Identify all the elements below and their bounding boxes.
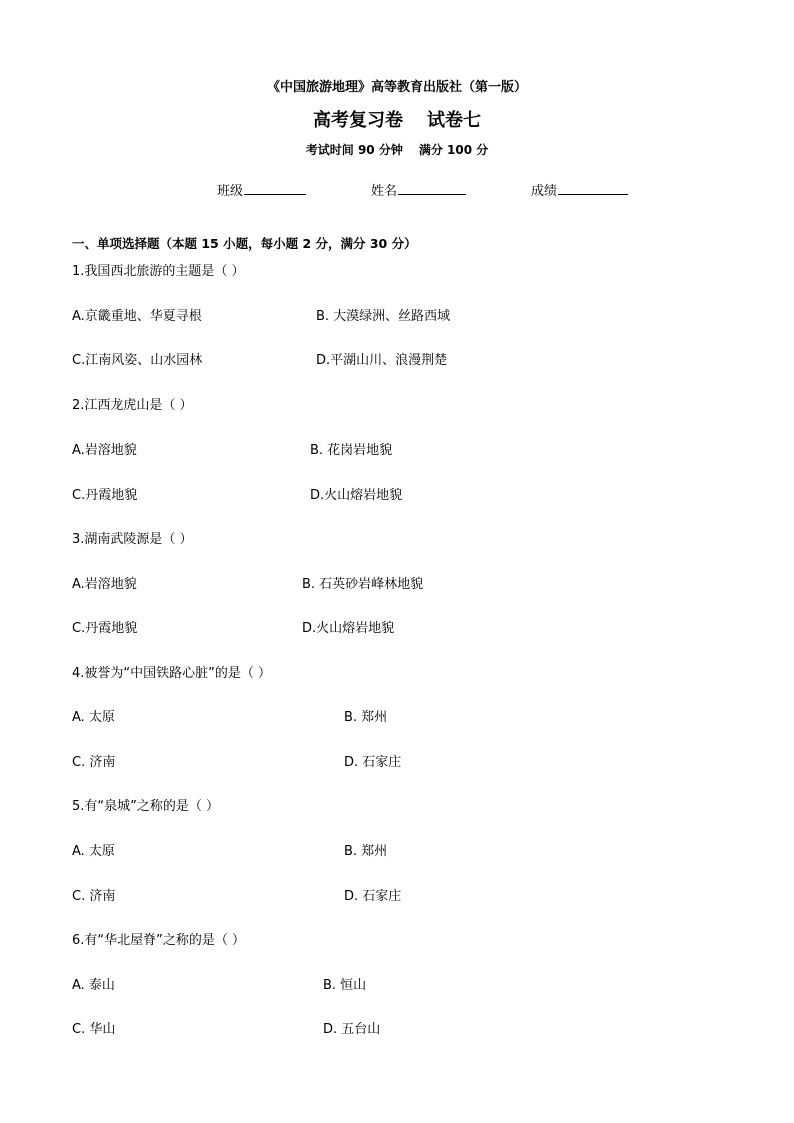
name-field[interactable]: [371, 180, 466, 199]
q6-option-b[interactable]: B. 恒山: [323, 978, 367, 993]
textbook-source: 《中国旅游地理》高等教育出版社（第一版）: [266, 80, 527, 95]
q5-option-d[interactable]: D. 石家庄: [344, 889, 402, 904]
q4-option-a[interactable]: A. 太原: [72, 710, 115, 725]
grade-field[interactable]: [531, 180, 628, 199]
grade-blank[interactable]: [558, 180, 628, 195]
q5-option-b[interactable]: B. 郑州: [344, 844, 388, 859]
q2-option-d[interactable]: D.火山熔岩地貌: [310, 488, 403, 503]
q2-option-b[interactable]: B. 花岗岩地貌: [310, 443, 393, 458]
exam-title: [0, 106, 794, 132]
name-label: 姓名: [371, 184, 398, 199]
class-blank[interactable]: [244, 180, 306, 195]
class-label: 班级: [217, 184, 244, 199]
exam-meta: [0, 141, 794, 158]
name-blank[interactable]: [398, 180, 466, 195]
q5-option-c[interactable]: C. 济南: [72, 889, 116, 904]
q6-option-d[interactable]: D. 五台山: [323, 1022, 381, 1037]
q3-option-a[interactable]: A.岩溶地貌: [72, 577, 137, 592]
exam-title-number: 试卷七: [427, 110, 481, 131]
grade-label: 成绩: [531, 184, 558, 199]
q4-option-d[interactable]: D. 石家庄: [344, 755, 402, 770]
q6-option-c[interactable]: C. 华山: [72, 1022, 116, 1037]
exam-time: 考试时间 90 分钟: [305, 143, 403, 157]
section-heading: 一、单项选择题（本题 15 小题，每小题 2 分，满分 30 分）: [72, 236, 417, 251]
question-3: 3.湖南武陵源是（ ）: [72, 532, 193, 547]
question-1: 1.我国西北旅游的主题是（ ）: [72, 264, 245, 279]
question-2: 2.江西龙虎山是（ ）: [72, 398, 193, 413]
question-5: 5.有“泉城”之称的是（ ）: [72, 799, 220, 814]
q5-option-a[interactable]: A. 太原: [72, 844, 115, 859]
question-4: 4.被誉为“中国铁路心脏”的是（ ）: [72, 666, 272, 681]
q1-option-d[interactable]: D.平湖山川、浪漫荆楚: [316, 353, 448, 368]
q4-option-b[interactable]: B. 郑州: [344, 710, 388, 725]
q3-option-c[interactable]: C.丹霞地貌: [72, 621, 138, 636]
q1-option-b[interactable]: B. 大漠绿洲、丝路西域: [316, 309, 451, 324]
class-field[interactable]: [217, 180, 306, 199]
q2-option-a[interactable]: A.岩溶地貌: [72, 443, 137, 458]
q1-option-c[interactable]: C.江南风姿、山水园林: [72, 353, 203, 368]
q3-option-b[interactable]: B. 石英砂岩峰林地貌: [302, 577, 424, 592]
q2-option-c[interactable]: C.丹霞地貌: [72, 488, 138, 503]
q4-option-c[interactable]: C. 济南: [72, 755, 116, 770]
question-6: 6.有“华北屋脊”之称的是（ ）: [72, 933, 246, 948]
exam-title-main: 高考复习卷: [313, 110, 403, 131]
q1-option-a[interactable]: A.京畿重地、华夏寻根: [72, 309, 202, 324]
q6-option-a[interactable]: A. 泰山: [72, 978, 115, 993]
q3-option-d[interactable]: D.火山熔岩地貌: [302, 621, 395, 636]
exam-total-score: 满分 100 分: [418, 143, 489, 157]
